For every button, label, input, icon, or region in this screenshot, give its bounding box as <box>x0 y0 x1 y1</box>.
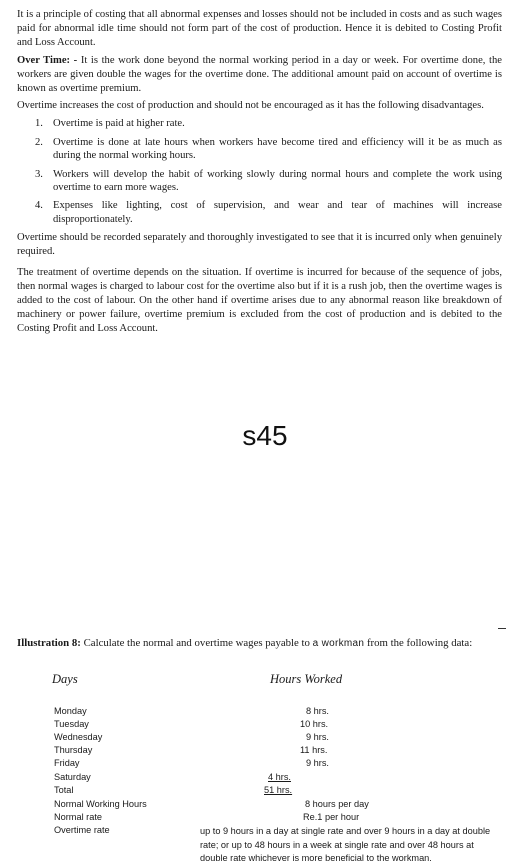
list-item: 3. Workers will develop the habit of working slowly during normal hours and complete the work using overtime to earn more wages. <box>35 168 502 194</box>
overtime-rate-value: up to 9 hours in a day at single rate and over 9 hours in a day at double rate; or up to 48 hours in a week at single rate and over 48 hours at double rate whichever is more beneficial to the workman. <box>200 826 491 863</box>
table-row-hours: 9 hrs. <box>306 758 329 768</box>
page-number: s45 <box>242 420 288 451</box>
document-body <box>17 8 502 340</box>
illustration-intro: Illustration 8: Calculate the normal and overtime wages payable to a workman from the following data: <box>17 637 473 649</box>
table-row-day: Wednesday <box>54 732 103 742</box>
illustration-title: Illustration 8: <box>17 637 81 649</box>
column-header-hours: Hours Worked <box>270 672 343 686</box>
normal-rate-label: Normal rate <box>54 812 102 822</box>
normal-hours-label: Normal Working Hours <box>54 799 147 809</box>
total-label: Total <box>54 785 74 795</box>
table-row-day: Saturday <box>54 772 91 782</box>
paragraph-treatment: The treatment of overtime depends on the situation. If overtime is incurred for because of the sequence of jobs, then normal wages is charged to labour cost for the overtime also but if it is a rush job, then the overtime wages is added to the cost of labour. On the other hand if overtime arises due to any abnormal reason like breakdown of machinery or power failure, overtime premium is excluded from the cost of production and is debited to the Costing Profit and Loss Account. <box>17 266 502 335</box>
list-item: 1. Overtime is paid at higher rate. <box>35 118 185 130</box>
column-header-days: Days <box>52 672 78 686</box>
table-row-day: Friday <box>54 758 80 768</box>
table-row-hours: 11 hrs. <box>300 745 328 755</box>
disadvantages-list <box>17 117 502 226</box>
total-value: 51 hrs. <box>264 785 293 795</box>
table-row-day: Thursday <box>54 745 93 755</box>
table-row-hours: 9 hrs. <box>306 732 329 742</box>
overtime-rate-label: Overtime rate <box>54 825 110 835</box>
table-row-day: Tuesday <box>54 719 89 729</box>
paragraph-recording: Overtime should be recorded separately and thoroughly investigated to see that it is incurred only when genuinely required. <box>17 232 502 258</box>
paragraph-idle-time: It is a principle of costing that all abnormal expenses and losses should not be included in costs and as such wages paid for abnormal idle time should not form part of the cost of production. Hence it is debited to Costing Profit and Loss Account. <box>17 9 502 49</box>
normal-rate-value: Re.1 per hour <box>303 812 360 822</box>
table-row-hours: 8 hrs. <box>306 706 329 716</box>
paragraph-disadvantages-intro: Overtime increases the cost of production and should not be encouraged as it has the following disadvantages. <box>17 100 484 112</box>
list-item: 4. Expenses like lighting, cost of supervision, and wear and tear of machines will increase disproportionately. <box>35 200 502 225</box>
list-item: 2. Overtime is done at late hours when workers have become tired and efficiency will it be as much as during the normal working hours. <box>35 136 502 162</box>
table-row-hours: 4 hrs. <box>268 772 291 782</box>
overtime-heading: Over Time: - <box>17 54 78 66</box>
overtime-definition-text: It is the work done beyond the normal working period in a day or week. For overtime done, the workers are given double the wages for the overtime done. The additional amount paid on account of overtime is known as overtime premium. <box>17 54 502 95</box>
table-row-hours: 10 hrs. <box>300 719 329 729</box>
normal-hours-value: 8 hours per day <box>305 799 369 809</box>
paragraph-overtime-definition <box>17 54 502 97</box>
divider <box>498 628 506 629</box>
table-row-day: Monday <box>54 706 87 716</box>
